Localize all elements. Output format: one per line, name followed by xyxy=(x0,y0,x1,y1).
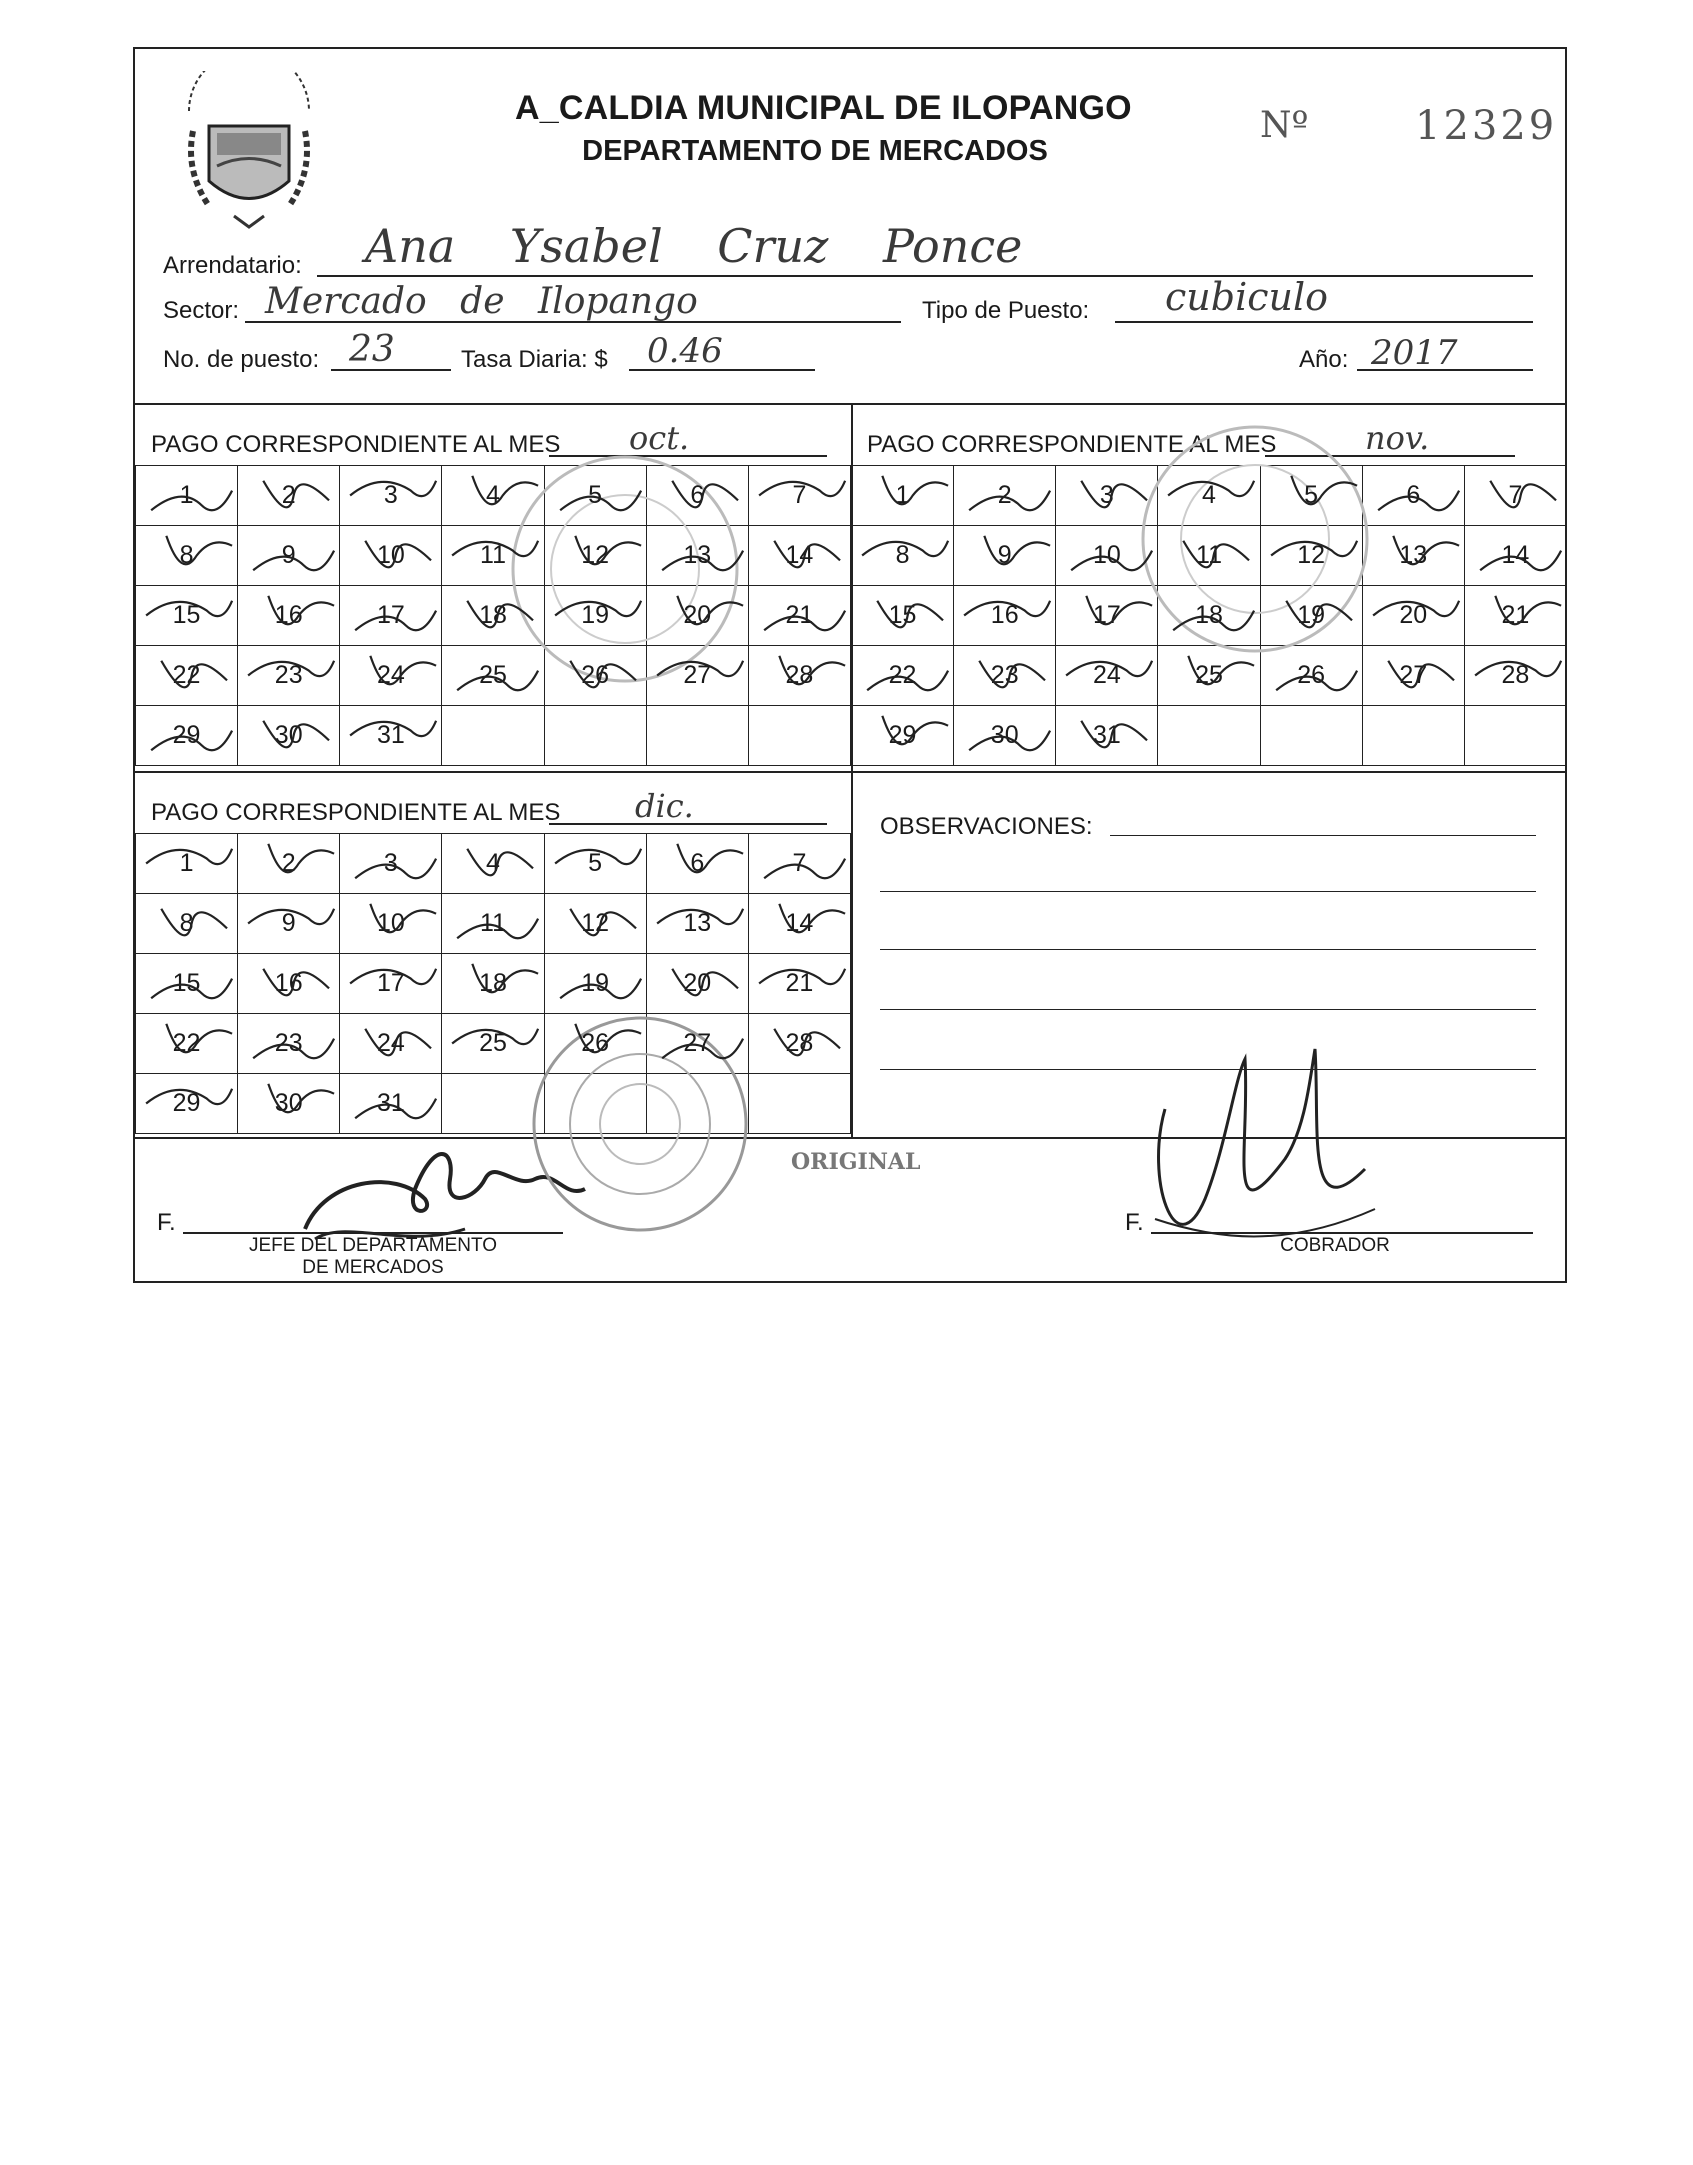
day-cell xyxy=(748,834,850,894)
day-number: 6 xyxy=(690,481,705,509)
day-cell xyxy=(442,954,544,1014)
day-number: 16 xyxy=(274,601,303,629)
day-number: 15 xyxy=(172,601,201,629)
day-number: 5 xyxy=(588,481,603,509)
day-cell xyxy=(136,894,238,954)
day-cell xyxy=(238,646,340,706)
day-cell xyxy=(852,706,954,766)
department-title: DEPARTAMENTO DE MERCADOS xyxy=(582,135,1048,167)
observaciones-line xyxy=(1110,835,1536,836)
day-number: 13 xyxy=(1399,541,1428,569)
day-cell xyxy=(340,894,442,954)
empty-day-cell xyxy=(1464,706,1566,766)
arrendatario-line xyxy=(317,275,1533,277)
day-cell xyxy=(748,466,850,526)
day-cell xyxy=(340,1014,442,1074)
day-cell xyxy=(646,954,748,1014)
day-cell xyxy=(748,894,850,954)
day-cell xyxy=(954,586,1056,646)
day-number: 29 xyxy=(888,721,917,749)
day-number: 16 xyxy=(990,601,1019,629)
day-number: 22 xyxy=(172,661,201,689)
day-number: 13 xyxy=(683,541,712,569)
day-cell xyxy=(136,834,238,894)
day-number: 13 xyxy=(683,909,712,937)
month-1-label: PAGO CORRESPONDIENTE AL MES xyxy=(151,431,561,458)
day-cell xyxy=(442,834,544,894)
day-number: 21 xyxy=(785,601,814,629)
day-cell xyxy=(1362,466,1464,526)
day-number: 12 xyxy=(1297,541,1326,569)
day-cell xyxy=(748,1014,850,1074)
anio-label: Año: xyxy=(1299,346,1349,373)
day-number: 1 xyxy=(179,849,194,877)
receipt-number-label: Nº xyxy=(1260,105,1309,146)
day-number: 10 xyxy=(1092,541,1121,569)
municipality-title: A_CALDIA MUNICIPAL DE ILOPANGO xyxy=(515,89,1132,127)
day-cell xyxy=(1056,706,1158,766)
left-signature-f: F. xyxy=(157,1209,176,1236)
observaciones-line xyxy=(880,1009,1536,1010)
empty-day-cell xyxy=(1362,706,1464,766)
puesto-value: 23 xyxy=(349,329,395,370)
day-cell xyxy=(852,646,954,706)
day-number: 26 xyxy=(1297,661,1326,689)
day-number: 4 xyxy=(1202,481,1216,509)
day-cell xyxy=(340,834,442,894)
day-number: 1 xyxy=(895,481,910,509)
day-number: 24 xyxy=(376,661,405,689)
day-number: 3 xyxy=(1099,481,1114,509)
day-number: 9 xyxy=(997,541,1012,569)
day-cell xyxy=(136,706,238,766)
day-row xyxy=(852,706,1567,766)
right-signature-caption: COBRADOR xyxy=(1280,1235,1390,1256)
day-number: 17 xyxy=(376,969,405,997)
day-cell xyxy=(136,466,238,526)
month-1-value: oct. xyxy=(629,419,690,457)
market-payment-receipt xyxy=(133,47,1567,1283)
day-cell xyxy=(136,1014,238,1074)
day-cell xyxy=(544,894,646,954)
day-cell xyxy=(1464,586,1566,646)
day-cell xyxy=(1362,526,1464,586)
day-number: 4 xyxy=(486,849,500,877)
day-number: 27 xyxy=(1399,661,1428,689)
day-number: 23 xyxy=(274,661,303,689)
day-number: 6 xyxy=(690,849,705,877)
day-number: 30 xyxy=(274,721,303,749)
day-cell xyxy=(646,894,748,954)
day-number: 21 xyxy=(1501,601,1530,629)
arrendatario-label: Arrendatario: xyxy=(163,252,302,279)
month-3-label: PAGO CORRESPONDIENTE AL MES xyxy=(151,799,561,826)
day-number: 27 xyxy=(683,661,712,689)
day-number: 21 xyxy=(785,969,814,997)
tasa-label: Tasa Diaria: $ xyxy=(461,346,608,373)
day-number: 12 xyxy=(581,909,610,937)
day-cell xyxy=(238,894,340,954)
day-number: 22 xyxy=(888,661,917,689)
day-number: 26 xyxy=(581,661,610,689)
day-cell xyxy=(340,526,442,586)
tipo-puesto-value: cubiculo xyxy=(1165,275,1329,319)
day-cell xyxy=(852,466,954,526)
empty-day-cell xyxy=(646,706,748,766)
day-number: 18 xyxy=(1195,601,1223,629)
empty-day-cell xyxy=(1260,706,1362,766)
day-cell xyxy=(1362,586,1464,646)
day-number: 7 xyxy=(1508,481,1523,509)
day-number: 9 xyxy=(281,909,296,937)
day-number: 14 xyxy=(1501,541,1530,569)
day-cell xyxy=(340,646,442,706)
day-number: 25 xyxy=(479,1029,507,1057)
day-number: 20 xyxy=(1399,601,1428,629)
day-number: 2 xyxy=(281,849,296,877)
day-number: 17 xyxy=(376,601,405,629)
day-number: 24 xyxy=(1092,661,1121,689)
receipt-number: 12329 xyxy=(1415,103,1558,149)
day-cell xyxy=(1362,646,1464,706)
day-number: 24 xyxy=(376,1029,405,1057)
day-cell xyxy=(954,706,1056,766)
day-number: 11 xyxy=(480,541,506,569)
day-cell xyxy=(1464,526,1566,586)
day-cell xyxy=(136,954,238,1014)
day-number: 5 xyxy=(588,849,603,877)
day-number: 18 xyxy=(479,969,507,997)
sector-value: Mercado de Ilopango xyxy=(265,281,698,322)
day-cell xyxy=(442,894,544,954)
day-number: 28 xyxy=(785,661,814,689)
day-cell xyxy=(136,586,238,646)
municipal-stamp-icon xyxy=(1135,419,1375,659)
day-cell xyxy=(238,466,340,526)
day-cell xyxy=(544,954,646,1014)
day-number: 15 xyxy=(172,969,201,997)
day-cell xyxy=(954,526,1056,586)
day-number: 8 xyxy=(895,541,910,569)
day-number: 19 xyxy=(581,601,610,629)
day-number: 7 xyxy=(792,849,807,877)
day-row xyxy=(136,894,851,954)
day-cell xyxy=(238,526,340,586)
day-number: 3 xyxy=(383,481,398,509)
day-number: 9 xyxy=(281,541,296,569)
day-number: 19 xyxy=(581,969,610,997)
day-cell xyxy=(544,834,646,894)
left-caption-line1: JEFE DEL DEPARTAMENTO xyxy=(248,1235,498,1256)
day-number: 29 xyxy=(172,1089,201,1117)
observaciones-label: OBSERVACIONES: xyxy=(880,813,1093,840)
day-row xyxy=(136,834,851,894)
day-number: 18 xyxy=(479,601,507,629)
right-signature-f: F. xyxy=(1125,1209,1144,1236)
month-3-value: dic. xyxy=(635,787,694,825)
municipal-seal-icon xyxy=(179,71,319,231)
empty-day-cell xyxy=(544,706,646,766)
day-number: 23 xyxy=(274,1029,303,1057)
day-cell xyxy=(136,646,238,706)
day-number: 11 xyxy=(1196,541,1222,569)
day-cell xyxy=(954,466,1056,526)
day-number: 2 xyxy=(997,481,1012,509)
day-number: 20 xyxy=(683,601,712,629)
day-cell xyxy=(954,646,1056,706)
day-number: 10 xyxy=(376,909,405,937)
day-cell xyxy=(340,706,442,766)
day-number: 19 xyxy=(1297,601,1326,629)
day-number: 28 xyxy=(1501,661,1530,689)
day-cell xyxy=(238,954,340,1014)
day-cell xyxy=(136,1074,238,1134)
day-number: 1 xyxy=(179,481,194,509)
day-cell xyxy=(852,526,954,586)
sector-label: Sector: xyxy=(163,297,240,324)
day-number: 6 xyxy=(1406,481,1421,509)
day-number: 14 xyxy=(785,909,814,937)
day-number: 28 xyxy=(785,1029,814,1057)
tasa-value: 0.46 xyxy=(647,331,723,371)
day-number: 27 xyxy=(683,1029,712,1057)
empty-day-cell xyxy=(442,706,544,766)
day-cell xyxy=(340,466,442,526)
day-number: 12 xyxy=(581,541,610,569)
cobrador-signature-icon xyxy=(1135,1039,1395,1279)
day-cell xyxy=(136,526,238,586)
day-number: 14 xyxy=(785,541,814,569)
day-number: 26 xyxy=(581,1029,610,1057)
day-cell xyxy=(238,586,340,646)
day-cell xyxy=(340,954,442,1014)
original-label: ORIGINAL xyxy=(791,1149,921,1175)
day-number: 8 xyxy=(179,541,194,569)
day-number: 31 xyxy=(376,1089,405,1117)
day-row xyxy=(136,954,851,1014)
day-number: 16 xyxy=(274,969,303,997)
day-cell xyxy=(340,586,442,646)
day-number: 31 xyxy=(376,721,405,749)
arrendatario-value: Ana Ysabel Cruz Ponce xyxy=(365,219,1023,273)
municipal-stamp-icon xyxy=(525,1009,755,1239)
day-number: 7 xyxy=(792,481,807,509)
observaciones-line xyxy=(880,949,1536,950)
day-number: 17 xyxy=(1092,601,1121,629)
anio-value: 2017 xyxy=(1371,333,1458,373)
day-row xyxy=(136,706,851,766)
day-cell xyxy=(748,586,850,646)
month-2-value: nov. xyxy=(1365,419,1430,457)
day-cell xyxy=(646,834,748,894)
day-number: 10 xyxy=(376,541,405,569)
observaciones-line xyxy=(880,891,1536,892)
tipo-puesto-line xyxy=(1115,321,1533,323)
day-number: 2 xyxy=(281,481,296,509)
day-cell xyxy=(1464,646,1566,706)
day-number: 30 xyxy=(990,721,1019,749)
day-number: 22 xyxy=(172,1029,201,1057)
left-caption-line2: DE MERCADOS xyxy=(302,1257,444,1278)
day-cell xyxy=(748,526,850,586)
municipal-stamp-icon xyxy=(505,449,745,689)
puesto-label: No. de puesto: xyxy=(163,346,320,373)
empty-day-cell xyxy=(1158,706,1260,766)
day-number: 20 xyxy=(683,969,712,997)
day-cell xyxy=(852,586,954,646)
day-cell xyxy=(1464,466,1566,526)
day-cell xyxy=(238,1014,340,1074)
tipo-puesto-label: Tipo de Puesto: xyxy=(922,297,1090,324)
day-number: 5 xyxy=(1304,481,1319,509)
day-number: 25 xyxy=(479,661,507,689)
day-number: 11 xyxy=(480,909,506,937)
day-number: 4 xyxy=(486,481,500,509)
day-number: 3 xyxy=(383,849,398,877)
day-number: 8 xyxy=(179,909,194,937)
day-number: 30 xyxy=(274,1089,303,1117)
divider-top xyxy=(135,403,1565,405)
day-cell xyxy=(238,834,340,894)
day-number: 29 xyxy=(172,721,201,749)
month-2-label: PAGO CORRESPONDIENTE AL MES xyxy=(867,431,1277,458)
empty-day-cell xyxy=(748,706,850,766)
empty-day-cell xyxy=(748,1074,850,1134)
day-cell xyxy=(748,646,850,706)
day-cell xyxy=(238,706,340,766)
divider-middle xyxy=(135,771,1565,773)
day-number: 31 xyxy=(1092,721,1121,749)
day-number: 23 xyxy=(990,661,1019,689)
day-cell xyxy=(748,954,850,1014)
day-number: 15 xyxy=(888,601,917,629)
day-number: 25 xyxy=(1195,661,1223,689)
